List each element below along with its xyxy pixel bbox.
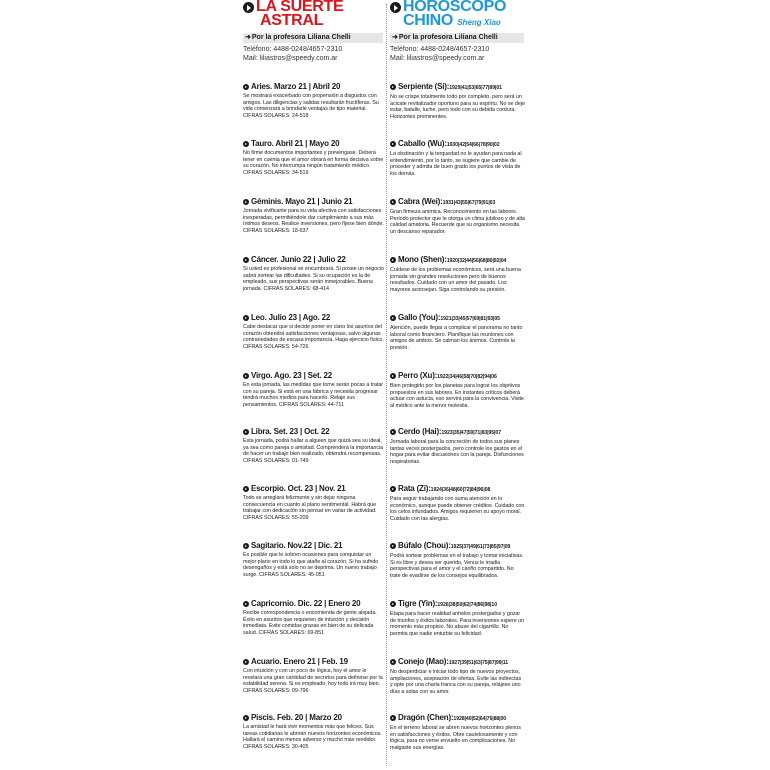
title-subtitle: Sheng Xiao bbox=[457, 18, 501, 27]
sign-text bbox=[243, 208, 384, 234]
sign-text bbox=[243, 438, 384, 464]
sign-title: Tauro. Abril 21 | Mayo 20 bbox=[243, 139, 384, 149]
solar-numbers: CIFRAS SOLARES: 18-637 bbox=[243, 227, 309, 234]
sign-years: 1928|40|52|64|76|88|00 bbox=[453, 716, 507, 722]
sign-body: Esta jornada, podrá hallar a alguien que quizá sea su ideal, ya sea como pareja o amistad. Comprenderá la importancia de hacer un trabajo bien realizado, obtendrá recompensas. bbox=[243, 438, 384, 457]
solar-numbers: CIFRAS SOLARES: 01-749 bbox=[243, 457, 309, 464]
sign-entry bbox=[390, 484, 525, 522]
sign-body: Se mostrará exacerbado con propensión a disgustos con amigos. Las diligencias y salidas resultarán fructíferas. Su vida comenzará a brindarle ventajas de tipo material. bbox=[243, 93, 379, 112]
author-name: Por la profesora Liliana Chelli bbox=[398, 34, 498, 41]
sign-title: Sagitario. Nov.22 | Dic. 21 bbox=[243, 541, 384, 551]
phone: Teléfono: 4488-0248/4657-2310 bbox=[243, 46, 343, 53]
author-badge bbox=[243, 33, 383, 43]
sign-title bbox=[390, 82, 525, 93]
sign-title: Virgo. Ago. 23 | Set. 22 bbox=[243, 371, 384, 381]
sign-name: Rata (Zi): bbox=[398, 484, 431, 493]
title-line-1: LA SUERTE bbox=[256, 0, 344, 15]
sign-title bbox=[390, 255, 525, 266]
chino-title bbox=[403, 0, 506, 30]
title-line-2: ASTRAL bbox=[260, 12, 324, 29]
sign-years: 1922|34|46|58|70|82|94|06 bbox=[437, 374, 497, 380]
sign-body: En esta jornada, las medidas que tome serán pocas a tratar con su pareja. Si está en una fábrica y necesita progresar tendrá muchos medios para hacerlo. Relaje sus pensamientos. bbox=[243, 382, 384, 408]
sign-body: Recibe correspondencia o encomienda de gente alejada. Éxito en asuntos que requieren de intuición y decisión inmediata. Evite comidas grasas en bien de su delicada salud. bbox=[243, 610, 377, 636]
sign-years: 1925|37|49|61|73|85|97|09 bbox=[450, 544, 511, 550]
sign-name: Cerdo (Hai): bbox=[398, 427, 442, 436]
sign-body: La amistad le hará vivir momentos más que felices. Sus tareas cotidianas le abrirán nuevos horizontes económicos. Hallará el camino menos adverso y mucho más rendidor. bbox=[243, 724, 382, 743]
solar-numbers: CIFRAS SOLARES: 34-519 bbox=[243, 169, 309, 176]
sign-title bbox=[390, 139, 525, 150]
sign-body: Con intuición y con un poco de lógica, hoy el amor le revelará una gran cantidad de secretos para definirse por la estabilidad serena. Si es empleado, hoy todo irá muy bien. bbox=[243, 668, 383, 687]
sign-body: La obstinación y la terquedad no le ayudan para nada al entendimiento, por lo tanto, se sugiere que cambie de proceder y admita de buen grado los puntos de vista de los demás. bbox=[390, 151, 522, 177]
arrow-right-icon: ➜ bbox=[245, 34, 251, 41]
sign-name: Serpiente (Si): bbox=[398, 82, 450, 91]
sign-years: 1923|35|47|59|71|83|95|07 bbox=[441, 430, 501, 436]
sign-text bbox=[243, 724, 384, 750]
sign-body: Todo se arreglará felizmente y sin dejar ninguna consecuencia en cuanto al plano sentimental. Habrá que trabajar con dedicación sin pensar en variar de actividad. bbox=[243, 495, 377, 514]
chino-header bbox=[390, 0, 525, 62]
play-arrow-icon bbox=[243, 2, 254, 13]
solar-numbers: CIFRAS SOLARES: 30-405 bbox=[243, 743, 309, 750]
sign-body: Jornada vivificante para su vida afectiva con satisfacciones inesperadas, permitiéndole dar cumplimiento a sus más íntimos deseos. Realice inversiones, pero fíjese bien dónde. bbox=[243, 208, 384, 227]
sign-text bbox=[243, 668, 384, 694]
sign-body: Etapa para hacer realidad anhelos postergados y gozar de triunfos y éxitos laborales. Para inversiones espere un momento más propicio. No abuse del cigarrillo. No permita que nadie enturbie su felicidad. bbox=[390, 611, 525, 637]
sign-entry bbox=[390, 657, 525, 695]
title-word-chino: CHINO bbox=[403, 12, 454, 29]
sign-years: 1927|39|51|63|75|87|99|11 bbox=[448, 660, 509, 666]
sign-title: Cáncer. Junio 22 | Julio 22 bbox=[243, 255, 384, 265]
sign-title: Leo. Julio 23 | Ago. 22 bbox=[243, 313, 384, 323]
phone: Teléfono: 4488-0248/4657-2310 bbox=[390, 46, 490, 53]
sign-name: Mono (Shen): bbox=[398, 255, 447, 264]
arrow-right-icon: ➜ bbox=[392, 34, 398, 41]
solar-numbers: CIFRAS SOLARES: 68-414 bbox=[263, 285, 329, 292]
sign-entry bbox=[243, 657, 384, 694]
sign-years: 1920|32|44|56|68|80|92|04 bbox=[446, 258, 507, 264]
column-divider bbox=[386, 4, 387, 766]
astral-column bbox=[243, 0, 384, 750]
sign-name: Tigre (Yin): bbox=[398, 599, 438, 608]
sign-title bbox=[390, 541, 525, 552]
email: Mail: liliastros@speedy.com.ar bbox=[390, 55, 485, 62]
sign-entry bbox=[243, 427, 384, 464]
sign-entry bbox=[390, 313, 525, 351]
sign-title: Libra. Set. 23 | Oct. 22 bbox=[243, 427, 384, 437]
sign-entry bbox=[390, 713, 525, 751]
sign-text bbox=[243, 150, 384, 176]
sign-body: Atención, puede llegar a complicar el panorama no tanto laboral como financiero. Planifique las reuniones con amigos de ambos. Se calman los ánimos. Controle la presión. bbox=[390, 325, 523, 351]
horoscope-page bbox=[243, 0, 525, 770]
sign-body: No desperdiciar e iniciar todo tipo de nuevos proyectos, ampliaciones, aceptación de ofertas. Evite las indirectas y opte por una charla franca con su pareja, relájese uno días a solas con su amor. bbox=[390, 669, 522, 695]
sign-body: Si usted es profesional se encumbrará. Si posee un negocio sabrá sortear las dificultades. Si su ocupación es la de empleado, sus perspectivas serán inmejorables. Buena jornada. bbox=[243, 266, 384, 292]
sign-years: 1921|33|45|57|69|81|93|05 bbox=[440, 316, 500, 322]
solar-numbers: CIFRAS SOLARES: 09-796 bbox=[243, 687, 309, 694]
sign-body: Para seguir trabajando con suma atención en lo económico, aunque puede obtener créditos. Cuidado con los celos infundados. Amigos requieren su apoyo moral. Cuidado con las alergias. bbox=[390, 496, 525, 522]
sign-entry bbox=[390, 427, 525, 465]
sign-title: Géminis. Mayo 21 | Junio 21 bbox=[243, 197, 384, 207]
sign-name: Búfalo (Chou): bbox=[398, 541, 451, 550]
email: Mail: liliastros@speedy.com.ar bbox=[243, 55, 338, 62]
sign-title: Escorpio. Oct. 23 | Nov. 21 bbox=[243, 484, 384, 494]
author-badge bbox=[390, 33, 524, 43]
sign-title: Acuario. Enero 21 | Feb. 19 bbox=[243, 657, 384, 667]
title-line-1: HOROSCOPO bbox=[403, 0, 507, 15]
sign-entry bbox=[243, 255, 384, 292]
sign-body: Podrá sortear problemas en el trabajo y tomar iniciativas. Si es libre y desea ser querido, Venus le irradia perspectivas para el amor y el cariño compartido. No trate de evadirse de los consejos equilibrados. bbox=[390, 553, 524, 579]
author-name: Por la profesora Liliana Chelli bbox=[251, 34, 351, 41]
sign-name: Perro (Xu): bbox=[398, 371, 438, 380]
sign-title: Piscis. Feb. 20 | Marzo 20 bbox=[243, 713, 384, 723]
solar-numbers: CIFRAS SOLARES: 45-051 bbox=[259, 571, 325, 578]
sign-text bbox=[243, 324, 384, 350]
sign-name: Dragón (Chen): bbox=[398, 713, 454, 722]
sign-body: Es posible que le sobren ocasiones para conquistar un mejor plano en todo lo que atañe al corazón. Si ha sufrido desengaños y está solo no se deprima. Un nuevo trabajo surge. bbox=[243, 552, 379, 578]
title-line-2 bbox=[403, 14, 506, 30]
sign-entry bbox=[243, 371, 384, 408]
sign-entry bbox=[243, 541, 384, 578]
sign-body: Gran firmeza anímica. Reconocimiento en las labores. Período protector que le otorga un clima jubiloso y de alta calidad amatoria. Recuerde que su organismo necesita un descanso reparador. bbox=[390, 209, 525, 235]
sign-title bbox=[390, 427, 525, 438]
sign-name: Caballo (Wu): bbox=[398, 139, 447, 148]
sign-text bbox=[243, 93, 384, 119]
sign-body: No firme documentos importantes y prevéngase. Deberá tener en cuenta que el amor obrará en forma decisiva sobre su corazón. No interrumpa ningún tratamiento médico. bbox=[243, 150, 384, 169]
sign-title bbox=[390, 657, 525, 668]
sign-entry bbox=[390, 255, 525, 293]
sign-title bbox=[390, 599, 525, 610]
sign-years: 1931|43|55|67|79|91|03 bbox=[442, 200, 496, 206]
sign-body: Jornada laboral para la concreción de todos sus planes tantas veces postergados, pero controle los gastos en el hogar para evitar discusiones con la pareja. Disfunciones respiratorias. bbox=[390, 439, 524, 465]
sign-name: Cabra (Wei): bbox=[398, 197, 443, 206]
sign-entry bbox=[390, 82, 525, 120]
sign-text bbox=[243, 266, 384, 292]
sign-years: 1929|41|53|65|77|89|01 bbox=[449, 85, 502, 91]
sign-title bbox=[390, 197, 525, 208]
sign-entry bbox=[243, 139, 384, 176]
sign-title bbox=[390, 371, 525, 382]
sign-text bbox=[243, 610, 384, 636]
sign-entry bbox=[243, 599, 384, 636]
solar-numbers: CIFRAS SOLARES: 55-209 bbox=[243, 514, 309, 521]
sign-body: Bien protegido por los planetas para lograr los objetivos propuestos en sus labores. En instantes críticos deberá actuar con astucia, eso servirá para la convivencia. Visite al médico ante la menor molestia. bbox=[390, 383, 524, 409]
sign-entry bbox=[390, 599, 525, 637]
astral-title bbox=[256, 0, 343, 28]
sign-years: 1926|38|50|62|74|86|98|10 bbox=[437, 602, 497, 608]
sign-title bbox=[390, 713, 525, 724]
sign-years: 1924|36|48|60|72|84|96|08 bbox=[430, 487, 491, 493]
solar-numbers: CIFRAS SOLARES: 69-851 bbox=[258, 629, 324, 636]
sign-text bbox=[243, 552, 384, 578]
sign-body: En el terreno laboral se abren nuevos horizontes plenos en satisfacciones y éxitos. Obre cautelosamente y con lógica, para no verse envuelto en complicaciones. No malgaste sus energías. bbox=[390, 725, 521, 751]
solar-numbers: CIFRAS SOLARES: 44-711 bbox=[278, 401, 344, 408]
sign-entry bbox=[390, 139, 525, 177]
sign-entry bbox=[390, 371, 525, 409]
sign-entry bbox=[390, 197, 525, 235]
sign-title bbox=[390, 313, 525, 324]
astral-header bbox=[243, 0, 384, 62]
sign-entry bbox=[243, 713, 384, 750]
sign-body: Cabe destacar que si decide poner en claro los asuntos del corazón obtendrá satisfacciones ventajosas, salvo algunas contrariedades de escasa importancia. Haga ejercicio físico. bbox=[243, 324, 384, 343]
sign-name: Gallo (You): bbox=[398, 313, 441, 322]
sign-entry bbox=[390, 541, 525, 579]
sign-title bbox=[390, 484, 525, 495]
sign-entry bbox=[243, 313, 384, 350]
sign-text bbox=[243, 382, 384, 408]
play-arrow-icon bbox=[390, 2, 401, 13]
solar-numbers: CIFRAS SOLARES: 24-518 bbox=[243, 112, 309, 119]
solar-numbers: CIFRAS SOLARES: 54-726 bbox=[243, 343, 309, 350]
sign-name: Conejo (Mao): bbox=[398, 657, 449, 666]
sign-entry bbox=[243, 484, 384, 521]
sign-entry bbox=[243, 197, 384, 234]
chino-column bbox=[390, 0, 525, 751]
sign-title: Capricornio. Dic. 22 | Enero 20 bbox=[243, 599, 384, 609]
sign-body: No se crispe totalmente todo por completo, pero será un acicate revitalizador oportuno para su espíritu. No se deje estar, batalle, luche, pero todo con su debida cordura. Horizontes prominentes. bbox=[390, 94, 525, 120]
sign-title: Aries. Marzo 21 | Abril 20 bbox=[243, 82, 384, 92]
sign-text bbox=[243, 495, 384, 521]
sign-entry bbox=[243, 82, 384, 119]
sign-years: 1930|42|54|66|78|90|02 bbox=[446, 142, 500, 148]
sign-body: Cuídese de los problemas económicos, será una buena jornada sin grandes resoluciones pero de buenos resultados. Cuidado con un amor del pasado. Los mayores aconsejan. Siga controlando su presión. bbox=[390, 267, 521, 293]
